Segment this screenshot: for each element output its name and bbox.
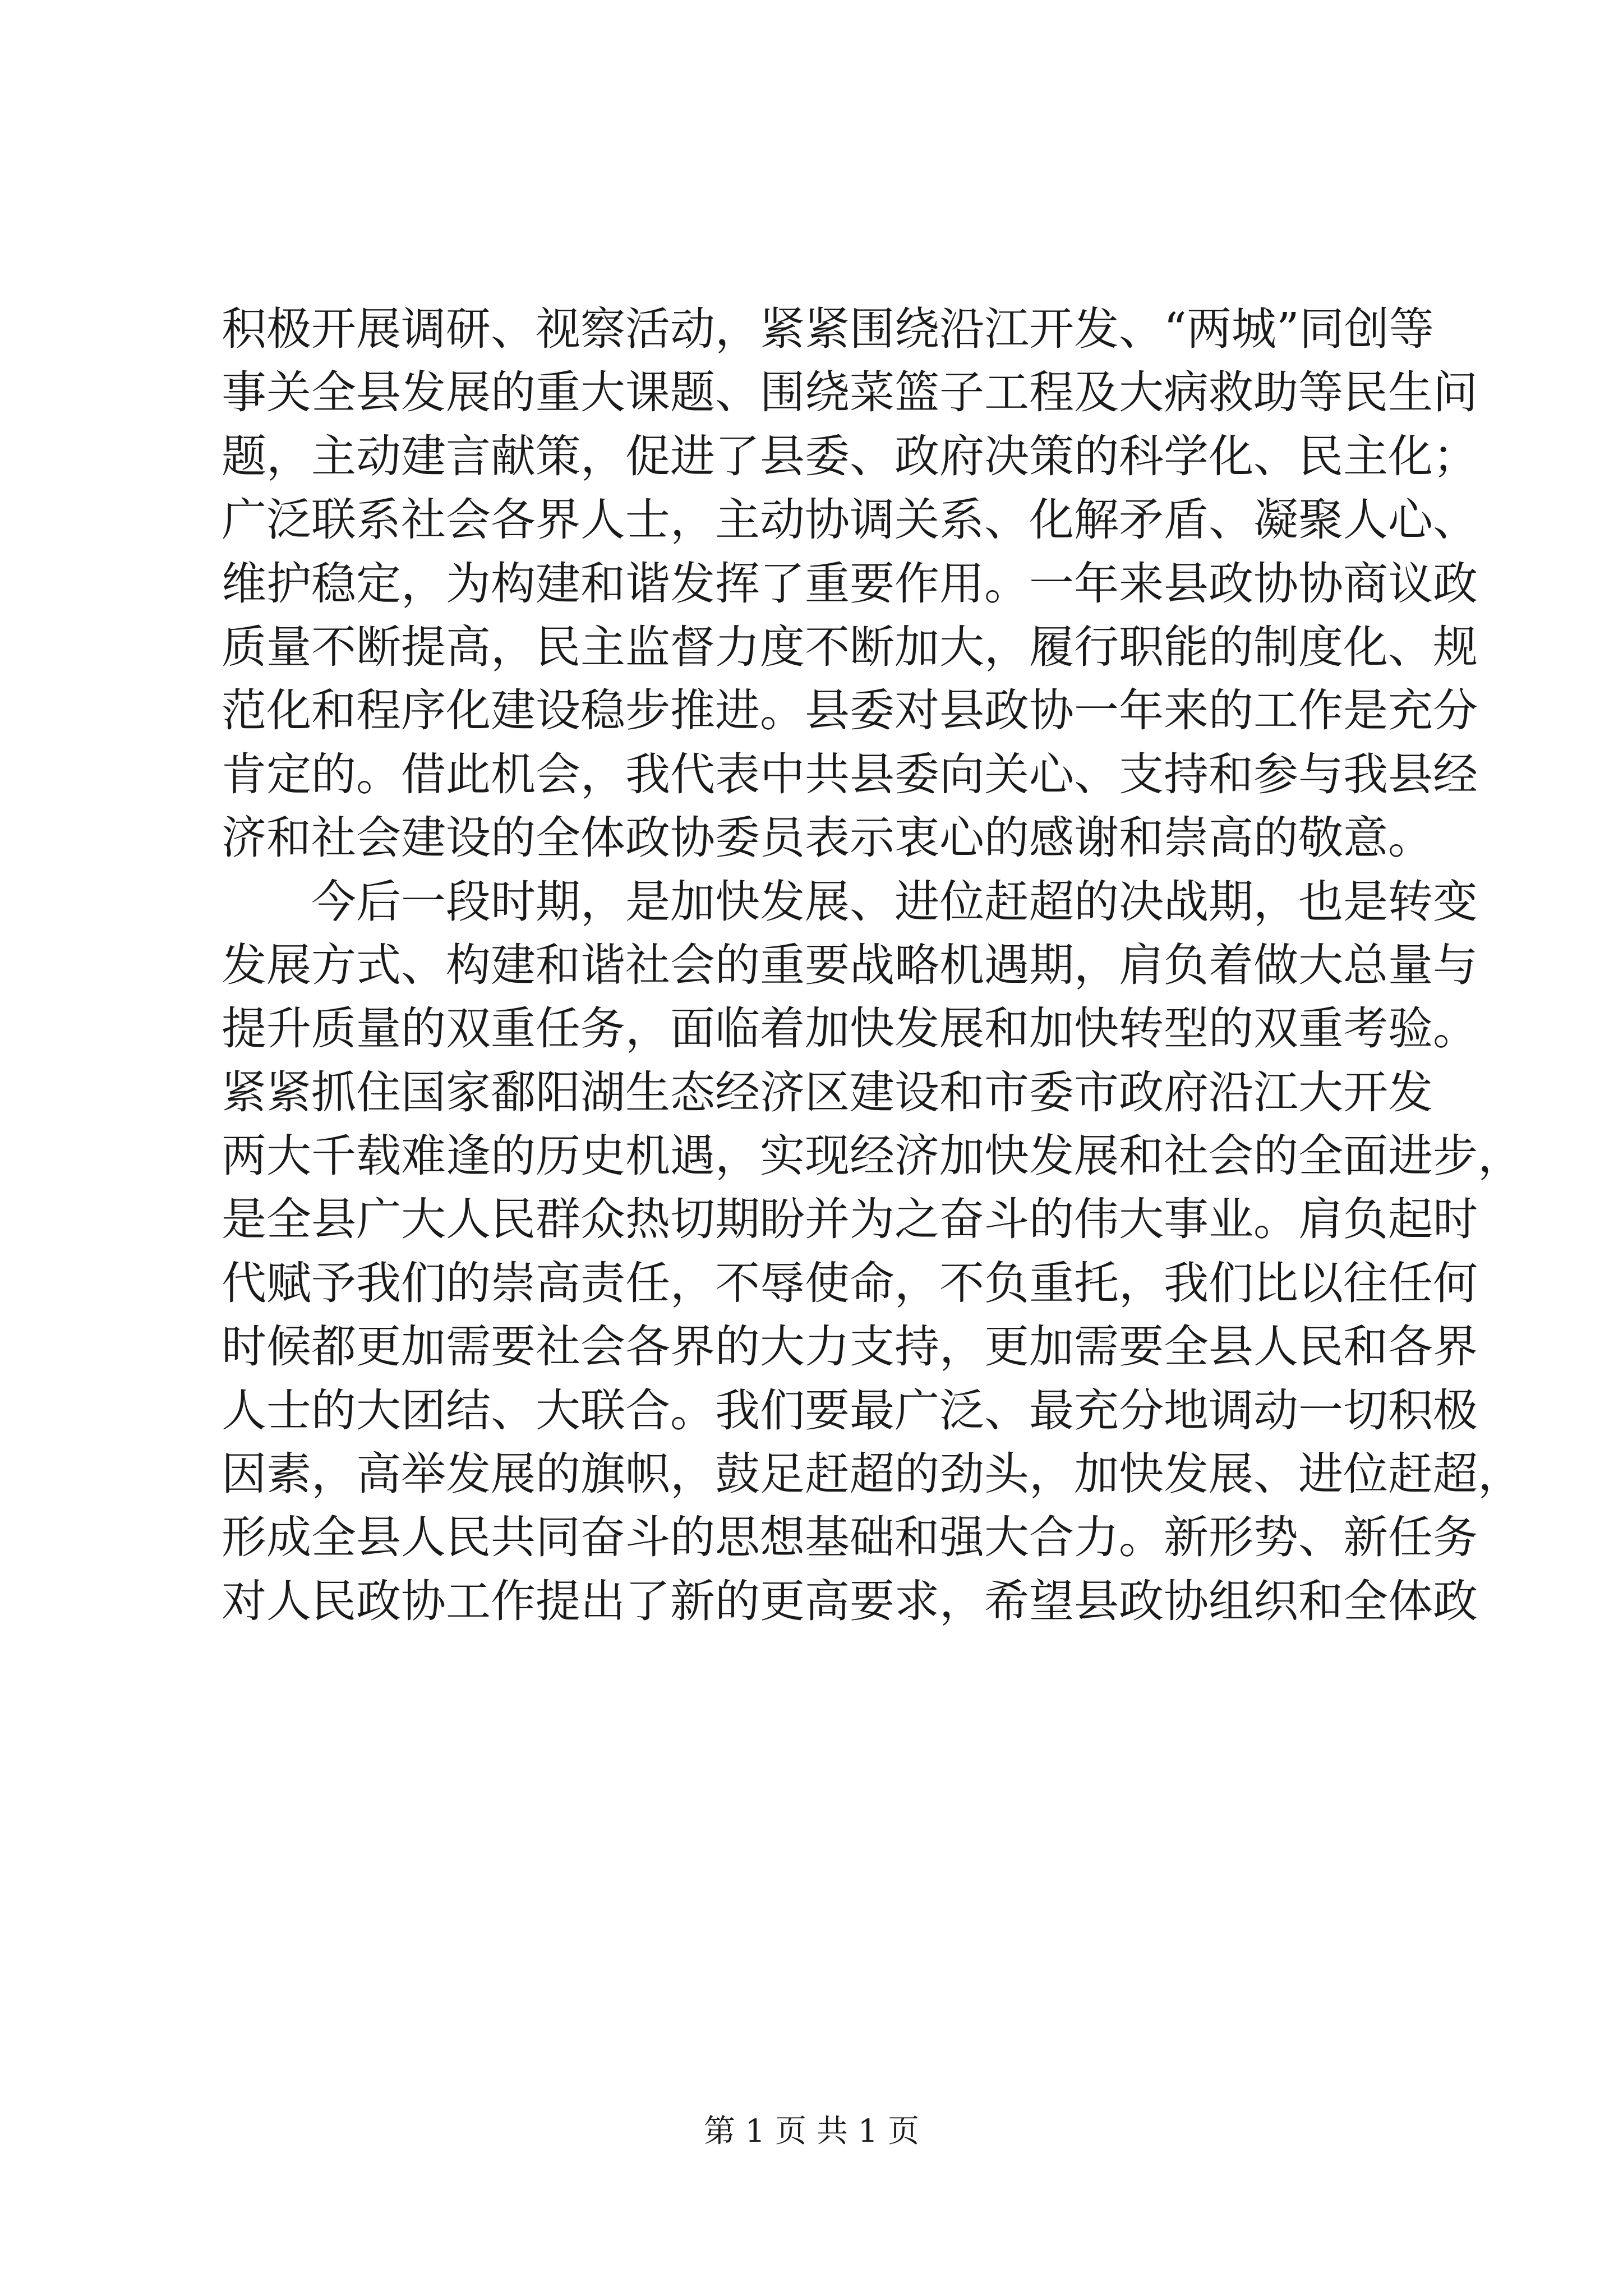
text-line: 形成全县人民共同奋斗的思想基础和强大合力。新形势、新任务	[222, 1511, 1478, 1564]
text-line: 广泛联系社会各界人士，主动协调关系、化解矛盾、凝聚人心、	[222, 494, 1478, 546]
text-line: 济和社会建设的全体政协委员表示衷心的感谢和崇高的敬意。	[222, 812, 1433, 864]
text-line: 事关全县发展的重大课题、围绕菜篮子工程及大病救助等民生问	[222, 366, 1478, 419]
page-number-label: 第 1 页 共 1 页	[703, 2113, 920, 2150]
text-line: 提升质量的双重任务，面临着加快发展和加快转型的双重考验。	[222, 1002, 1478, 1055]
text-line: 范化和程序化建设稳步推进。县委对县政协一年来的工作是充分	[222, 684, 1478, 737]
text-line: 人士的大团结、大联合。我们要最广泛、最充分地调动一切积极	[222, 1384, 1478, 1437]
text-line: 是全县广大人民群众热切期盼并为之奋斗的伟大事业。肩负起时	[222, 1193, 1478, 1246]
document-body	[222, 297, 1523, 1633]
text-line: 积极开展调研、视察活动，紧紧围绕沿江开发、“两城”同创等	[222, 303, 1434, 355]
text-line: 对人民政协工作提出了新的更高要求，希望县政协组织和全体政	[222, 1575, 1478, 1627]
page-footer	[0, 2109, 1623, 2154]
text-line: 质量不断提高，民主监督力度不断加大，履行职能的制度化、规	[222, 620, 1478, 673]
text-line: 肯定的。借此机会，我代表中共县委向关心、支持和参与我县经	[222, 748, 1478, 800]
text-line: 题，主动建言献策，促进了县委、政府决策的科学化、民主化；	[222, 430, 1478, 482]
text-line: 维护稳定，为构建和谐发挥了重要作用。一年来县政协协商议政	[222, 557, 1478, 610]
text-line: 今后一段时期，是加快发展、进位赶超的决战期，也是转变	[311, 875, 1478, 928]
text-line: 时候都更加需要社会各界的大力支持，更加需要全县人民和各界	[222, 1320, 1478, 1373]
text-line: 发展方式、构建和谐社会的重要战略机遇期，肩负着做大总量与	[222, 938, 1478, 991]
text-line: 代赋予我们的崇高责任，不辱使命，不负重托，我们比以往任何	[222, 1257, 1478, 1309]
text-line: 因素，高举发展的旗帜，鼓足赶超的劲头，加快发展、进位赶超，	[222, 1448, 1523, 1501]
text-line: 紧紧抓住国家鄱阳湖生态经济区建设和市委市政府沿江大开发	[222, 1066, 1433, 1119]
text-line: 两大千载难逢的历史机遇，实现经济加快发展和社会的全面进步，	[222, 1130, 1523, 1182]
